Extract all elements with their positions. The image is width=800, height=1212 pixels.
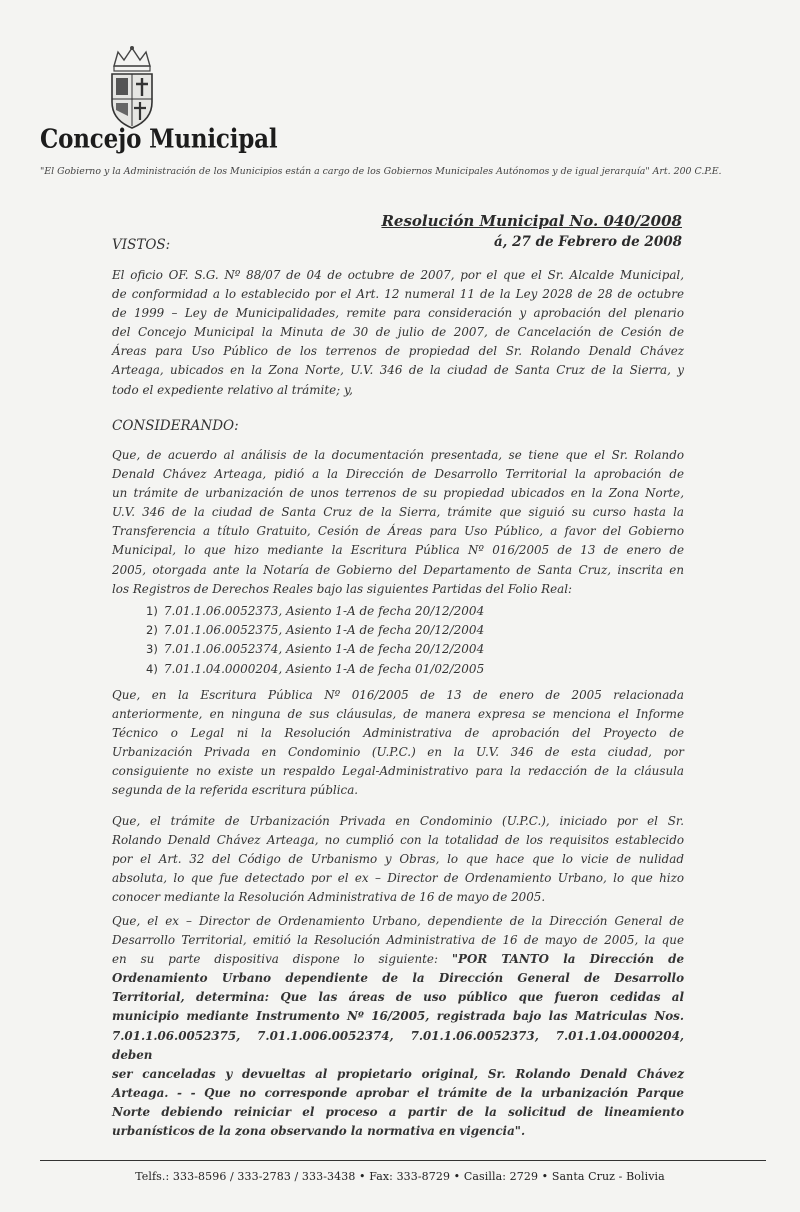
quote-line: ser canceladas y devueltas al propietario original, Sr. Rolando Denald Chávez (112, 1066, 684, 1081)
quote-line: urbanísticos de la zona observando la normativa en vigencia". (112, 1124, 526, 1139)
text-line: segunda de la referida escritura pública. (112, 783, 359, 798)
text-line: anteriormente, en ninguna de sus cláusulas, de manera expresa se menciona el Informe (112, 707, 684, 722)
considerando-paragraph-2 (112, 686, 684, 801)
list-item: 2) 7.01.1.06.0052375, Asiento 1-A de fecha 20/12/2004 (146, 623, 485, 638)
folio-real-list (146, 602, 484, 679)
text-line: Transferencia a título Gratuito, Cesión de Áreas para Uso Público, a favor del Gobierno (112, 524, 684, 539)
text-line: consiguiente no existe un respaldo Legal-Administrativo para la redacción de la cláusula (112, 764, 684, 779)
text-line: un trámite de urbanización de unos terrenos de su propiedad ubicados en la Zona Norte, (112, 486, 684, 501)
text-line: absoluta, lo que fue detectado por el ex – Director de Ordenamiento Urbano, lo que hizo (112, 871, 684, 886)
quote-line: Norte debiendo reiniciar el proceso a partir de la solicitud de lineamiento (112, 1104, 684, 1119)
footer-divider (40, 1160, 766, 1161)
organization-name: Concejo Municipal (40, 124, 278, 155)
text-line: en su parte dispositiva dispone lo siguiente: "POR TANTO la Dirección de (112, 952, 685, 967)
text-line: Que, el trámite de Urbanización Privada en Condominio (U.P.C.), iniciado por el Sr. (112, 814, 684, 828)
considerando-paragraph-1 (112, 446, 684, 599)
organization-motto: "El Gobierno y la Administración de los Municipios están a cargo de los Gobiernos Municipales Autónomos y de igual jerarquía" Art. 200 C.P.E. (40, 166, 722, 177)
quote-line: Territorial, determina: Que las áreas de uso público que fueron cedidas al (112, 990, 684, 1005)
footer-contact: Telfs.: 333-8596 / 333-2783 / 333-3438 • Fax: 333-8729 • Casilla: 2729 • Santa Cruz - Bolivia (135, 1170, 665, 1183)
text-line: de 1999 – Ley de Municipalidades, remite para consideración y aprobación del plenario (112, 306, 684, 321)
text-line: Rolando Denald Chávez Arteaga, no cumplió con la totalidad de los requisitos establecido (112, 833, 684, 848)
quote-line: Arteaga. - - Que no corresponde aprobar el trámite de la urbanización Parque (112, 1085, 684, 1100)
considerando-paragraph-3 (112, 812, 684, 907)
text-line: Desarrollo Territorial, emitió la Resolución Administrativa de 16 de mayo de 2005, la que (112, 933, 684, 948)
quote-line: Ordenamiento Urbano dependiente de la Dirección General de Desarrollo (112, 971, 684, 986)
vistos-paragraph (112, 266, 684, 400)
text-line: Urbanización Privada en Condominio (U.P.C.) en la U.V. 346 de esta ciudad, por (112, 745, 684, 760)
text-line: por el Art. 32 del Código de Urbanismo y Obras, lo que hace que lo vicie de nulidad (112, 852, 684, 867)
text-line: Que, el ex – Director de Ordenamiento Urbano, dependiente de la Dirección General de (112, 914, 684, 928)
text-line: todo el expediente relativo al trámite; y, (112, 382, 353, 397)
text-line: los Registros de Derechos Reales bajo las siguientes Partidas del Folio Real: (112, 581, 573, 596)
text-line: 2005, otorgada ante la Notaría de Gobierno del Departamento de Santa Cruz, inscrita en (112, 562, 684, 577)
text-line: Técnico o Legal ni la Resolución Administrativa de aprobación del Proyecto de (112, 726, 684, 741)
resolution-title: Resolución Municipal No. 040/2008 (381, 212, 682, 230)
municipal-crest-logo (104, 44, 160, 130)
considerando-paragraph-4 (112, 912, 684, 1141)
text-line: Denald Chávez Arteaga, pidió a la Dirección de Desarrollo Territorial la aprobación de (112, 467, 684, 482)
text-line: del Concejo Municipal la Minuta de 30 de julio de 2007, de Cancelación de Cesión de (112, 325, 684, 340)
text-line: U.V. 346 de la ciudad de Santa Cruz de la Sierra, trámite que siguió su curso hasta la (112, 505, 684, 520)
text-line: Áreas para Uso Público de los terrenos de propiedad del Sr. Rolando Denald Chávez (112, 344, 684, 359)
considerando-heading: CONSIDERANDO: (112, 418, 239, 434)
quote-start: "POR TANTO la Dirección de (451, 952, 685, 967)
resolution-date: á, 27 de Febrero de 2008 (493, 234, 682, 250)
text-line: Municipal, lo que hizo mediante la Escritura Pública Nº 016/2005 de 13 de enero de (112, 543, 684, 558)
list-item: 3) 7.01.1.06.0052374, Asiento 1-A de fecha 20/12/2004 (146, 642, 485, 657)
text-line: de conformidad a lo establecido por el Art. 12 numeral 11 de la Ley 2028 de 28 de octubre (112, 287, 684, 302)
text-line: El oficio OF. S.G. Nº 88/07 de 04 de octubre de 2007, por el que el Sr. Alcalde Municipal, (112, 268, 684, 282)
text-line: Que, de acuerdo al análisis de la documentación presentada, se tiene que el Sr. Rolando (112, 448, 684, 462)
list-item: 1) 7.01.1.06.0052373, Asiento 1-A de fecha 20/12/2004 (146, 604, 485, 618)
text-line: Arteaga, ubicados en la Zona Norte, U.V. 346 de la ciudad de Santa Cruz de la Sierra, y (112, 363, 684, 378)
text-line: Que, en la Escritura Pública Nº 016/2005 de 13 de enero de 2005 relacionada (112, 688, 684, 702)
quote-line: 7.01.1.06.0052375, 7.01.1.006.0052374, 7.01.1.06.0052373, 7.01.1.04.0000204, deben (112, 1028, 684, 1062)
text-line: conocer mediante la Resolución Administrativa de 16 de mayo de 2005. (112, 890, 546, 905)
vistos-heading: VISTOS: (112, 237, 171, 253)
list-item: 4) 7.01.1.04.0000204, Asiento 1-A de fecha 01/02/2005 (146, 661, 485, 676)
quote-line: municipio mediante Instrumento Nº 16/2005, registrada bajo las Matriculas Nos. (112, 1009, 684, 1024)
